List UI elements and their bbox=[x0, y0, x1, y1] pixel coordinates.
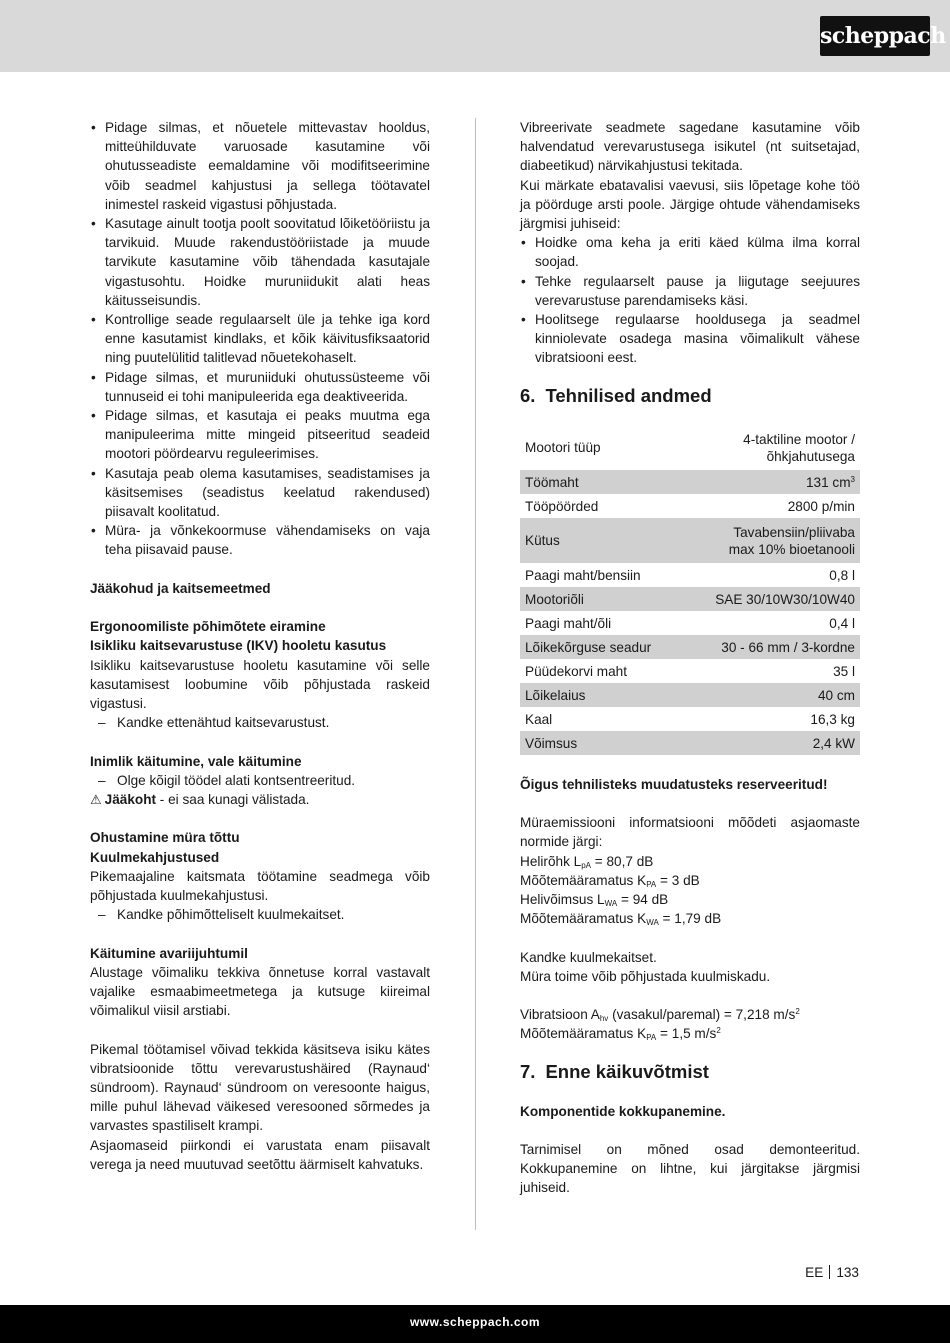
hearing-loss-text: Müra toime võib põhjustada kuulmiskadu. bbox=[520, 968, 771, 984]
column-divider bbox=[475, 118, 476, 1230]
emergency-text: Alustage võimaliku tekkiva õnnetuse korral vastavalt vajalike esmaabimeetmetega ja kutsuge kiireimal võimalikul viisil arstiabi. bbox=[90, 964, 430, 1019]
vibration-bullet-list bbox=[520, 233, 860, 367]
noise-value-line: Mõõtemääramatus $K_{PA} = 3$ dB bbox=[520, 872, 700, 889]
noise-value-line: Mõõtemääramatus $K_{WA} = 1,79$ dB bbox=[520, 911, 722, 928]
noise-value-line: Helivõimsus $L_{WA} = 94$ dB bbox=[520, 892, 669, 909]
page-number-value: 133 bbox=[836, 1265, 859, 1280]
safety-bullet-list bbox=[90, 118, 430, 560]
residual-risk-label: Jääkoht bbox=[104, 792, 157, 808]
warning-triangle-icon: ⚠ bbox=[90, 792, 102, 808]
page-number bbox=[805, 1265, 859, 1280]
table-row: Kütus Tavabensiin/pliivaba max 10% bioetanooli bbox=[520, 518, 860, 563]
vibration-text: Vibreerivate seadmete sagedane kasutamine võib halvendatud verevarustusega isikutel (nt suitsetajad, diabeetikud) närvikahjustusi tekitada. bbox=[520, 120, 860, 174]
vibration-value-line: Vibratsioon $A_{hv}$ (vasakul/paremal) = 7,218 $m/s^2$ bbox=[520, 1007, 800, 1024]
table-row: Mootori tüüp 4-taktiline mootor / õhkjahutusega bbox=[520, 426, 860, 471]
list-item: • Kasutaja peab olema kasutamises, seadistamises ja käsitsemises (seadistus keelatud rakendused) piisavalt koolitatud. bbox=[90, 464, 430, 522]
list-item: • Pidage silmas, et kasutaja ei peaks muutma ega manipuleerima mitte mingeid pitseeritud seadeid mootori pöördearvu reguleerimises. bbox=[90, 406, 430, 464]
noise-instruction: – Kandke põhimõtteliselt kuulmekaitset. bbox=[90, 905, 430, 924]
ppe-text: Isikliku kaitsevarustuse hooletu kasutamine või selle kasutamisest loobumine võib põhjustada raskeid vigastusi. bbox=[90, 657, 430, 712]
footer-bar bbox=[0, 1305, 950, 1343]
list-item: • Kontrollige seade regulaarselt üle ja tehke iga kord enne kasutamist kindlaks, et kõik käivitusfiksaatorid ning puutelülitid talitlevad nõuetekohaselt. bbox=[90, 310, 430, 368]
noise-heading: Ohustamine müra tõttu bbox=[90, 830, 240, 846]
list-item: • Pidage silmas, et nõuetele mittevastav hooldus, mitteühilduvate varuosade kasutamine või ohutusseadiste eemaldamine või modifitseerimine võib seadmel kahjustusi ja sellega töötavatel inimestel raskeid vigastusi põhjustada. bbox=[90, 118, 430, 214]
human-behaviour-instruction: – Olge kõigil töödel alati kontsentreeritud. bbox=[90, 771, 430, 790]
ppe-instruction: – Kandke ettenähtud kaitsevarustust. bbox=[90, 713, 430, 732]
residual-risk-text: - ei saa kunagi välistada. bbox=[156, 792, 310, 808]
raynaud-text: Pikemal töötamisel võivad tekkida käsitseva isiku kätes vibratsioonide tõttu verevarustushäired (Raynaud‘ sündroom). Raynaud‘ sündroom on veresoonte haigus, mille puhul lähevad väikesed veresooned sõrmedes ja varvastes spastiliselt krampi. bbox=[90, 1041, 430, 1134]
hearing-protection-text: Kandke kuulmekaitset. bbox=[520, 949, 657, 965]
emergency-heading: Käitumine avariijuhtumil bbox=[90, 945, 248, 961]
table-row: Paagi maht/bensiin 0,8 l bbox=[520, 563, 860, 587]
list-item: • Hoolitsege regulaarse hooldusega ja seadmel kinniolevate osadega masina võimalikult vähese vibratsiooni eest. bbox=[520, 310, 860, 368]
technical-data-table bbox=[520, 426, 860, 756]
list-item: • Tehke regulaarselt pause ja liigutage seejuures verevarustuse parendamiseks käsi. bbox=[520, 272, 860, 310]
human-behaviour-heading: Inimlik käitumine, vale käitumine bbox=[90, 753, 302, 769]
list-item: • Pidage silmas, et muruniiduki ohutussüsteeme või tunnuseid ei tohi manipuleerida ega deaktiveerida. bbox=[90, 368, 430, 406]
ppe-heading: Isikliku kaitsevarustuse (IKV) hooletu kasutus bbox=[90, 638, 387, 654]
table-row: Tööpöörded 2800 p/min bbox=[520, 494, 860, 518]
noise-intro: Müraemissiooni informatsiooni mõõdeti asjaomaste normide järgi: bbox=[520, 815, 860, 850]
reserve-note: Õigus tehnilisteks muudatusteks reserveeritud! bbox=[520, 776, 828, 792]
footer-url[interactable]: www.scheppach.com bbox=[409, 1315, 541, 1329]
brand-logo: scheppach bbox=[820, 16, 930, 56]
table-row: Võimsus 2,4 kW bbox=[520, 731, 860, 755]
hearing-damage-heading: Kuulmekahjustused bbox=[90, 849, 220, 865]
table-row: Mootoriõli SAE 30/10W30/10W40 bbox=[520, 587, 860, 611]
header-bar bbox=[0, 0, 950, 72]
noise-value-line: Helirõhk $L_{pA} = 80,7$ dB bbox=[520, 853, 654, 870]
vibration-value-line: Mõõtemääramatus $K_{PA} = 1,5$ $m/s^2$ bbox=[520, 1026, 721, 1043]
right-column bbox=[520, 118, 860, 1198]
table-row: Paagi maht/õli 0,4 l bbox=[520, 611, 860, 635]
list-item: • Müra- ja võnkekoormuse vähendamiseks on vaja teha piisavaid pause. bbox=[90, 521, 430, 559]
assembly-text: Tarnimisel on mõned osad demonteeritud. Kokkupanemine on lihtne, kui järgitakse järgmisi juhiseid. bbox=[520, 1142, 860, 1196]
table-row: Töömaht 131 $cm^3$ bbox=[520, 470, 860, 494]
page-number-separator bbox=[829, 1265, 830, 1279]
left-column bbox=[90, 118, 430, 1174]
ergonomics-heading: Ergonoomiliste põhimõtete eiramine bbox=[90, 619, 326, 635]
list-item: • Hoidke oma keha ja eriti käed külma ilma korral soojad. bbox=[520, 233, 860, 271]
assembly-heading: Komponentide kokkupanemine. bbox=[520, 1103, 726, 1119]
noise-text: Pikemaajaline kaitsmata töötamine seadmega võib põhjustada kuulmekahjustusi. bbox=[90, 868, 430, 904]
list-item: • Kasutage ainult tootja poolt soovitatud lõiketööriistu ja tarvikuid. Muude rakendustööriistade ja muude tarvikute kasutamine võib tähendada kasutajale vigastusohtu. Hoidke muruniidukit alati heas käitusseisundis. bbox=[90, 214, 430, 310]
language-code: EE bbox=[805, 1265, 824, 1280]
section-6-heading: 6. Tehnilised andmed bbox=[520, 384, 712, 406]
residual-risk-line bbox=[90, 790, 430, 809]
section-7-heading: 7. Enne käikuvõtmist bbox=[520, 1060, 709, 1082]
unusual-symptoms-text: Kui märkate ebatavalisi vaevusi, siis lõpetage kohe töö ja pöörduge arsti poole. Järgige ohtude vähendamiseks järgmisi juhiseid: bbox=[520, 177, 860, 232]
table-row: Kaal 16,3 kg bbox=[520, 707, 860, 731]
table-row: Püüdekorvi maht 35 l bbox=[520, 659, 860, 683]
residual-risks-heading: Jääkohud ja kaitsemeetmed bbox=[90, 580, 271, 596]
table-row: Lõikelaius 40 cm bbox=[520, 683, 860, 707]
table-row: Lõikekõrguse seadur 30 - 66 mm / 3-kordne bbox=[520, 635, 860, 659]
raynaud-text-2: Asjaomaseid piirkondi ei varustata enam piisavalt verega ja need muutuvad seetõttu äärmiselt kahvatuks. bbox=[90, 1137, 430, 1172]
